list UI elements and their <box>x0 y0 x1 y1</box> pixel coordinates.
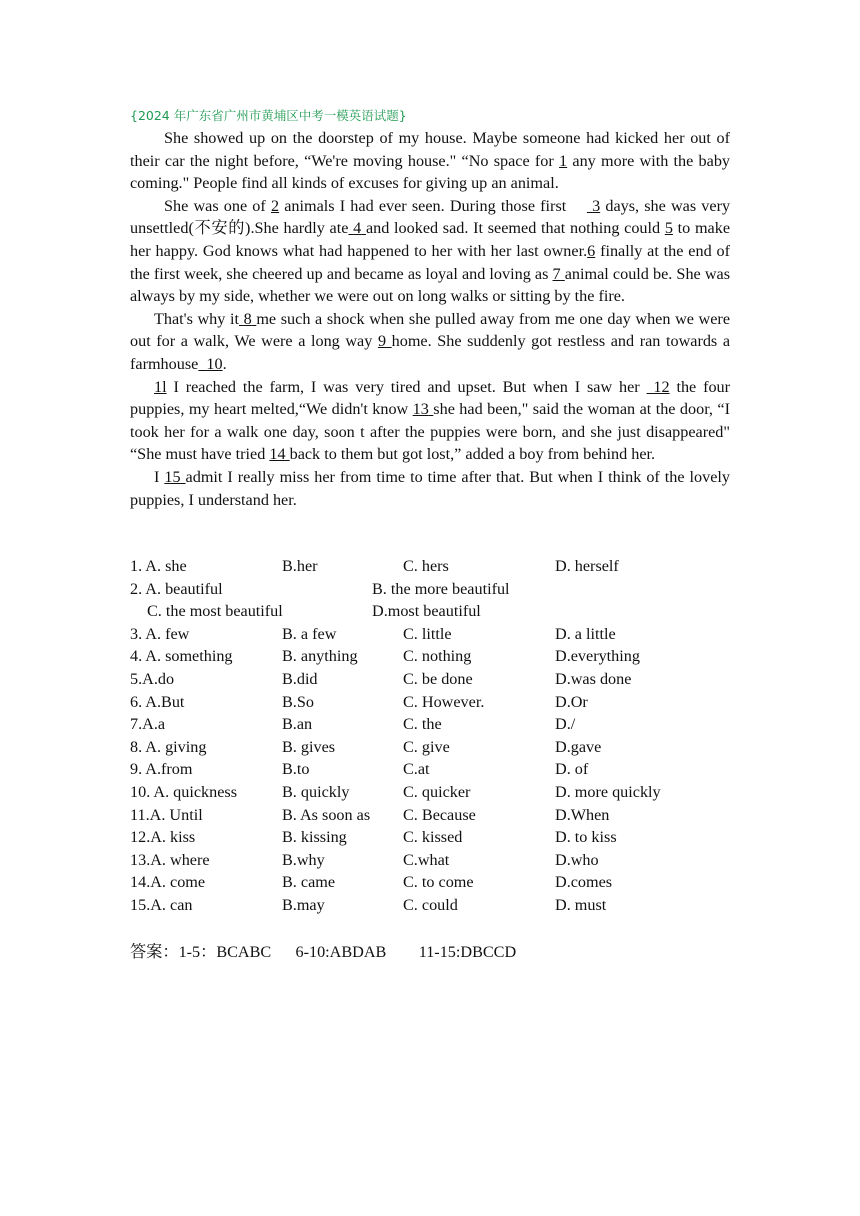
option-b: B. the more beautiful <box>372 579 510 598</box>
option-c: C.at <box>403 760 430 779</box>
option-d: D.was done <box>555 669 632 688</box>
option-d: D. a little <box>555 624 616 643</box>
paragraph-3: That's why it 8 me such a shock when she pulled away from me one day when we were out for a walk, We were a long way 9 home. She suddenly got restless and ran towards a farmhouse 10. <box>130 309 731 373</box>
option-row-2a <box>130 578 730 601</box>
blank-12: 12 <box>653 377 670 396</box>
option-row-10 <box>130 781 730 804</box>
blank-5: 5 <box>664 219 673 238</box>
source-label: {2024 年广东省广州市黄埔区中考一模英语试题} <box>130 108 407 123</box>
option-a: 1. A. she <box>130 557 187 575</box>
option-c: C. hers <box>403 557 449 575</box>
option-row-7 <box>130 713 730 736</box>
option-b: B.why <box>282 850 325 869</box>
blank-15: 15 <box>164 467 181 486</box>
answer-key <box>130 938 516 962</box>
option-c: C. However. <box>403 692 485 711</box>
option-d: D. more quickly <box>555 782 661 801</box>
blank-10: 10 <box>206 354 223 373</box>
blank-6: 6 <box>587 241 596 260</box>
option-row-11 <box>130 804 730 827</box>
option-a: 3. A. few <box>130 624 190 643</box>
option-row-5 <box>130 668 730 691</box>
blank-14: 14 <box>269 445 286 464</box>
answer-group-2: 6-10:ABDAB <box>295 943 387 961</box>
option-c: C. kissed <box>403 828 463 847</box>
option-b: B.may <box>282 895 325 914</box>
option-row-8 <box>130 736 730 759</box>
option-a: 14.A. come <box>130 873 206 892</box>
option-c: C. nothing <box>403 647 472 666</box>
option-d: D.who <box>555 850 599 869</box>
option-row-9 <box>130 758 730 781</box>
option-row-12 <box>130 826 730 849</box>
option-a: 2. A. beautiful <box>130 579 223 598</box>
option-c: C. Because <box>403 805 476 824</box>
answer-group-3: 11-15:DBCCD <box>418 943 517 961</box>
option-a: 7.A.a <box>130 715 166 734</box>
blank-1: 1 <box>559 151 568 170</box>
answer-group-1: 1-5：BCABC <box>178 943 272 961</box>
option-a: 12.A. kiss <box>130 828 196 847</box>
option-a: 13.A. where <box>130 850 210 869</box>
option-b: B. a few <box>282 624 337 643</box>
option-c: C. little <box>403 624 452 643</box>
option-c: C. the <box>403 715 442 734</box>
blank-9: 9 <box>377 332 387 351</box>
option-a: 4. A. something <box>130 647 233 666</box>
option-row-14 <box>130 871 730 894</box>
blank-13: 13 <box>412 400 429 419</box>
paragraph-2: She was one of 2 animals I had ever seen. During those first 3 days, she was very unsettled(不安的).She hardly ate 4 and looked sad. It seemed that nothing could 5 to make her happy. God knows what had happened to her with her last owner.6 finally at the end of the first week, she cheered up and became as loyal and loving as 7 animal could be. She was always by my side, whether we were out on long walks or sitting by the fire. <box>130 196 731 306</box>
option-c: C.what <box>403 850 450 869</box>
option-d: D. must <box>555 895 607 914</box>
option-row-4 <box>130 645 730 668</box>
option-c: C. give <box>403 737 450 756</box>
option-b: B. gives <box>282 737 336 756</box>
reading-passage <box>130 127 730 511</box>
option-row-3 <box>130 623 730 646</box>
option-b: B.her <box>282 557 318 575</box>
option-b: B.to <box>282 760 310 779</box>
option-b: B.So <box>282 692 314 711</box>
option-b: B. anything <box>282 647 358 666</box>
blank-7: 7 <box>552 264 561 283</box>
option-b: B.did <box>282 669 318 688</box>
options-list <box>130 555 730 917</box>
option-a: 15.A. can <box>130 895 193 914</box>
blank-8: 8 <box>243 309 252 328</box>
option-b: B. As soon as <box>282 805 371 824</box>
option-row-1 <box>130 555 730 578</box>
option-a: 11.A. Until <box>130 805 203 824</box>
blank-4: 4 <box>353 219 362 238</box>
option-c: C. to come <box>403 873 474 892</box>
option-d: D.Or <box>555 692 588 711</box>
option-c: C. could <box>403 895 458 914</box>
option-c: C. quicker <box>403 782 471 801</box>
option-a: 8. A. giving <box>130 737 207 756</box>
paragraph-4: 1l I reached the farm, I was very tired and upset. But when I saw her 12 the four puppies, my heart melted,“We didn't know 13 she had been," said the woman at the door, “I took her for a walk one day, soon t after the puppies were born, and she just disappeared" “She must have tried 14 back to them but got lost,” added a boy from behind her. <box>130 377 731 464</box>
option-row-6 <box>130 691 730 714</box>
option-d: D. of <box>555 760 589 779</box>
option-row-13 <box>130 849 730 872</box>
option-d: D.most beautiful <box>372 602 481 621</box>
option-a: 9. A.from <box>130 760 193 779</box>
option-b: B. kissing <box>282 828 347 847</box>
option-d: D.gave <box>555 737 602 756</box>
option-d: D. herself <box>555 557 619 575</box>
option-a: 10. A. quickness <box>130 782 238 801</box>
option-a: 5.A.do <box>130 669 175 688</box>
option-row-15 <box>130 894 730 917</box>
option-b: B. quickly <box>282 782 350 801</box>
option-d: D.When <box>555 805 610 824</box>
option-d: D./ <box>555 715 576 734</box>
answer-label: 答案： <box>130 943 179 961</box>
blank-3: 3 <box>592 196 601 215</box>
option-d: D. to kiss <box>555 828 617 847</box>
option-d: D.comes <box>555 873 613 892</box>
blank-11: 1l <box>154 377 167 396</box>
option-c: C. be done <box>403 669 473 688</box>
paragraph-1: She showed up on the doorstep of my house. Maybe someone had kicked her out of their car the night before, “We're moving house." “No space for 1 any more with the baby coming." People find all kinds of excuses for giving up an animal. <box>130 129 731 193</box>
option-d: D.everything <box>555 647 640 666</box>
blank-2: 2 <box>270 196 280 215</box>
option-a: 6. A.But <box>130 692 185 711</box>
paragraph-5: I 15 admit I really miss her from time to time after that. But when I think of the lovely puppies, I understand her. <box>130 467 731 509</box>
option-c: C. the most beautiful <box>147 602 283 621</box>
option-row-2b <box>130 600 730 623</box>
option-b: B. came <box>282 873 336 892</box>
option-b: B.an <box>282 715 313 734</box>
